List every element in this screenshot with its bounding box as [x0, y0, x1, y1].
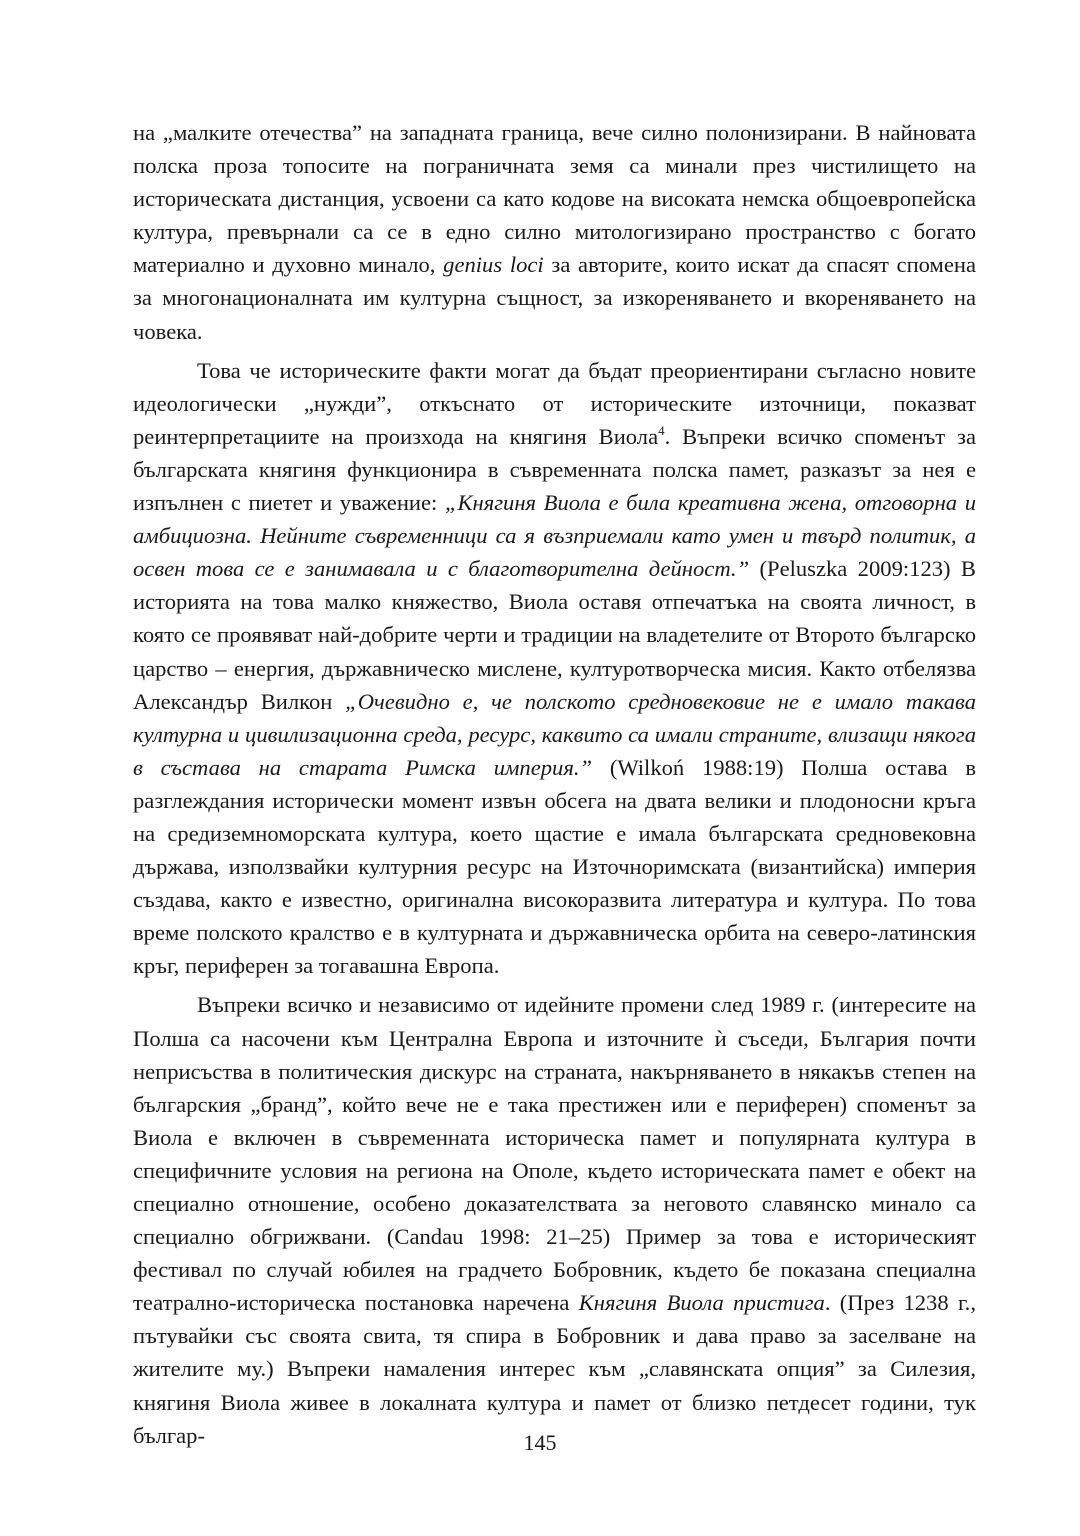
paragraph-3 [133, 988, 976, 1451]
text-run: . Въпреки всичко споменът за българската княгиня функционира в съвременната полска памет, разказът за нея е изпълнен с пиетет и уважение: [133, 423, 976, 516]
paragraph-2 [133, 354, 976, 983]
paragraph-1 [133, 116, 976, 348]
text-run: на „малките отечества” на западната граница, вече силно полонизирани. В найновата полска проза топосите на пограничната земя са минали през чистилището на историческата дистанция, усвоени са като кодове на високата немска общоевропейска култура, превърнали са се в едно силно митологизирано пространство с богато материално и духовно минало, [133, 120, 976, 278]
quotation-italic: „Очевидно е, че полското средновековие не е имало такава културна и цивилизационна среда, ресурс, каквито са имали страните, влизащи някога в състава на старата Римска империя.” [133, 688, 976, 780]
text-run: (Peluszka 2009:123) В историята на това малко княжество, Виола оставя отпечатъка на своята личност, в която се проявяват най-добрите черти и традиции на владетелите от Второто българско царство – енергия, държавническо мислене, културотворческа мисия. Както отбелязва Александър Вилкон [133, 556, 976, 714]
text-run: (Wilkoń 1988:19) Полша остава в разглеждания исторически момент извън обсега на двата велики и плодоносни кръга на средиземноморската култура, което щастие е имала българската средновековна държава, използвайки културния ресурс на Източноримската (византийска) империя създава, както е известно, оригинална високоразвита литература и култура. По това време полското кралство е в културната и държавническа орбита на северо-латинския кръг, периферен за тогавашна Европа. [133, 754, 976, 979]
quotation-italic: „Княгиня Виола е била креативна жена, отговорна и амбициозна. Нейните съвременници са я възприемали като умен и твърд политик, а освен това се е занимавала и с благотворителна дейност.” [133, 490, 976, 582]
text-run: Въпреки всичко и независимо от идейните промени след 1989 г. (интересите на Полша са насочени към Централна Европа и източните ѝ съседи, България почти неприсъства в политическия дискурс на страната, накърняването в някакъв степен на българския „бранд”, който вече не е така престижен или е периферен) споменът за Виола е включен в съвременната историческа памет и популярната култура в специфичните условия на региона на Ополе, където историческата памет е обект на специално отношение, особено доказателствата за неговото славянско минало са специално обгрижвани. (Candau 1998: 21–25) Пример за това е историческият фестивал по случай юбилея на градчето Бобровник, където бе показана специална театрално-историческа постановка наречена [133, 992, 976, 1316]
page-number: 145 [523, 1430, 557, 1455]
text-run: . (През 1238 г., пътувайки със своята свита, тя спира в Бобровник и дава право за заселване на жителите му.) Въпреки намаления интерес към „славянската опция” за Силезия, княгиня Виола живее в локалната култура и памет от близко петдесет години, тук българ- [133, 1290, 976, 1448]
text-run-italic: genius loci [443, 252, 544, 278]
footnote-marker: 4 [658, 422, 665, 438]
title-italic: Княгиня Виола пристига [578, 1290, 825, 1316]
text-run: за авторите, които искат да спасят спомена за многонационалната им културна същност, за изкореняването и вкореняването на човека. [133, 252, 976, 344]
text-run: Това че историческите факти могат да бъдат преориентирани съгласно новите идеологически „нужди”, откъснато от историческите източници, показват реинтерпретациите на произхода на княгиня Виола [133, 357, 976, 449]
body-text [133, 116, 976, 1452]
